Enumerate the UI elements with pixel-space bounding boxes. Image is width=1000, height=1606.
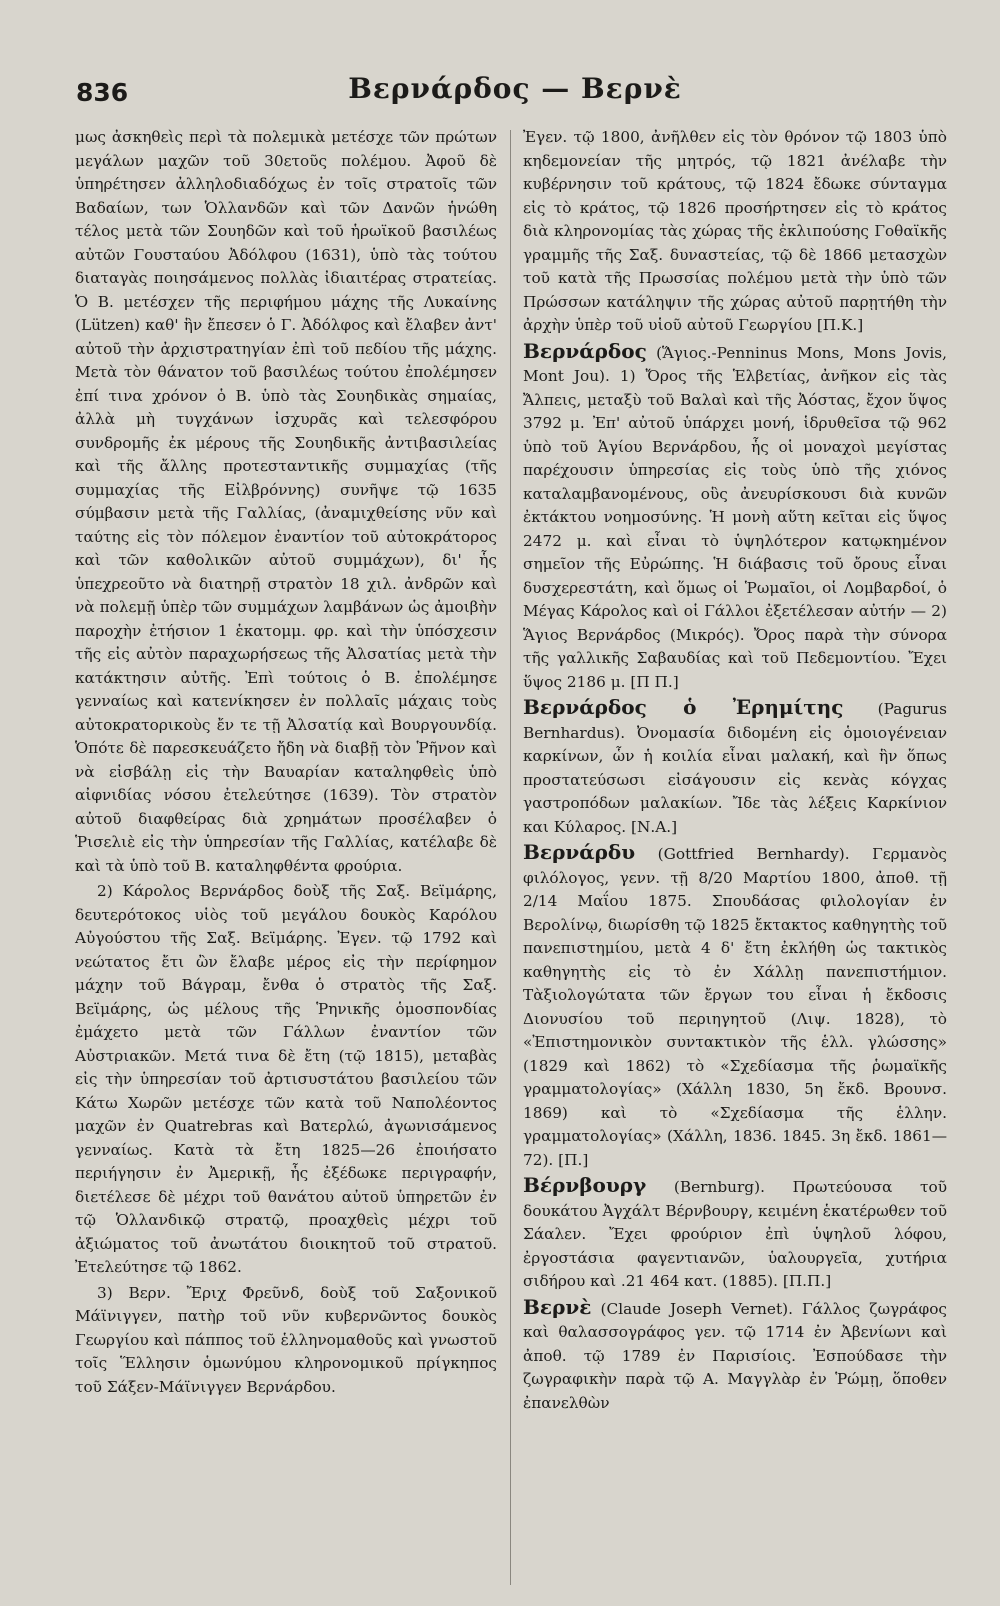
entry-vernet	[523, 1296, 947, 1416]
entry-bernburg	[523, 1174, 947, 1294]
column-divider	[510, 130, 511, 1585]
entry-vernardy	[523, 841, 947, 1172]
entry-vernardos-erimitis	[523, 696, 947, 839]
left-column	[75, 126, 497, 1399]
entry-text: (Claude Joseph Vernet). Γάλλος ζωγράφος καὶ θαλασσογράφος γεν. τῷ 1714 ἐν Ἀβενίωνι καὶ ἀποθ. τῷ 1789 ἐν Παρισίοις. Ἐσπούδασε τὴν ζωγραφικὴν παρὰ τῷ Α. Μαγγλὰρ ἐν Ῥώμῃ, ὅποθεν ἐπανελθὼν	[523, 1299, 947, 1412]
running-head: Βερνάρδος — Βερνὲ	[348, 72, 682, 105]
entry-text: (Gottfried Bernhardy). Γερμανὸς φιλόλογος, γενν. τῇ 8/20 Μαρτίου 1800, ἀποθ. τῇ 2/14 Μαΐου 1875. Σπουδάσας φιλολογίαν ἐν Βερολίνῳ, διωρίσθη τῷ 1825 ἔκτακτος καθηγητὴς τοῦ πανεπιστημίου, μετὰ 4 δ' ἔτη ἐκλήθη ὡς τακτικὸς καθηγητὴς εἰς τὸ ἐν Χάλλῃ πανεπιστήμιον. Τὰξιολογώτατα τῶν ἔργων του εἶναι ἡ ἔκδοσις Διονυσίου τοῦ περιηγητοῦ (Λιψ. 1828), τὸ «Ἐπιστημονικὸν συντακτικὸν τῆς ἑλλ. γλώσσης» (1829 καὶ 1862) τὸ «Σχεδίασμα τῆς ῥωμαϊκῆς γραμματολογίας» (Χάλλη 1830, 5η ἔκδ. Βρουνσ. 1869) καὶ τὸ «Σχεδίασμα τῆς ἑλλην. γραμματολογίας» (Χάλλη, 1836. 1845. 3η ἔκδ. 1861—72). [Π.]	[523, 845, 947, 1169]
headword: Βέρνβουργ	[523, 1173, 647, 1197]
headword: Βερνάρδος ὁ Ἐρημίτης	[523, 695, 844, 719]
entry-text: (Bernburg). Πρωτεύουσα τοῦ δουκάτου Ἀγχάλτ Βέρνβουργ, κειμένη ἑκατέρωθεν τοῦ Σάαλεν. Ἔχει φρούριον ἐπὶ ὑψηλοῦ λόφου, ἐργοστάσια φαγεντιανῶν, ὑαλουργεῖα, χυτήρια σιδήρου καὶ .21 464 κατ. (1885). [Π.Π.]	[523, 1178, 947, 1290]
entry-text: (Ἅγιος.-Penninus Mons, Mons Jovis, Mont Jou). 1) Ὄρος τῆς Ἑλβετίας, ἀνῆκον εἰς τὰς Ἄλπεις, μεταξὺ τοῦ Βαλαὶ καὶ τῆς Ἀόστας, ἔχον ὕψος 3792 μ. Ἐπ' αὐτοῦ ὑπάρχει μονή, ἱδρυθεῖσα τῷ 962 ὑπὸ τοῦ Ἁγίου Βερνάρδου, ἧς οἱ μοναχοὶ μεγίστας παρέχουσιν ὑπηρεσίας εἰς τοὺς ὑπὸ τῆς χιόνος καταλαμβανομένους, οὓς ἀνευρίσκουσι διὰ κυνῶν ἐκτάκτου νοημοσύνης. Ἡ μονὴ αὕτη κεῖται εἰς ὕψος 2472 μ. καὶ εἶναι τὸ ὑψηλότερον κατῳκημένον σημεῖον τῆς Εὐρώπης. Ἡ διάβασις τοῦ ὄρους εἶναι δυσχερεστάτη, καὶ ὅμως οἱ Ῥωμαῖοι, οἱ Λομβαρδοί, ὁ Μέγας Κάρολος καὶ οἱ Γάλλοι ἐξετέλεσαν αὐτήν — 2) Ἅγιος Βερνάρδος (Μικρός). Ὄρος παρὰ τὴν σύνορα τῆς γαλλικῆς Σαβαυδίας καὶ τοῦ Πεδεμοντίου. Ἔχει ὕψος 2186 μ. [Π Π.]	[523, 343, 947, 691]
page-header	[70, 70, 960, 114]
headword: Βερνάρδυ	[523, 840, 636, 864]
article-continuation-right: Ἐγεν. τῷ 1800, ἀνῆλθεν εἰς τὸν θρόνον τῷ 1803 ὑπὸ κηδεμονείαν τῆς μητρός, τῷ 1821 ἀνέλαβε τὴν κυβέρνησιν τοῦ κράτους, τῷ 1824 ἔδωκε σύνταγμα εἰς τὸ κράτος, τῷ 1826 προσήρτησεν εἰς τὸ κράτος διὰ κληρονομίας τὰς χώρας τῆς ἐκλιπούσης Γοθαϊκῆς γραμμῆς τῆς Σαξ. δυναστείας, τῷ δὲ 1866 μετασχὼν τοῦ κατὰ τῆς Πρωσσίας πολέμου μετὰ τὴν ὑπὸ τῶν Πρώσσων κατάληψιν τῆς χώρας αὐτοῦ παρῃτήθη τὴν ἀρχὴν ὑπὲρ τοῦ υἱοῦ αὐτοῦ Γεωργίου [Π.Κ.]	[523, 128, 947, 334]
entry-text: (Pagurus Bernhardus). Ὀνομασία διδομένη εἰς ὁμοιογένειαν καρκίνων, ὧν ἡ κοιλία εἶναι μαλακή, καὶ ἣν ὅπως προστατεύσωσι εἰσάγουσιν εἰς κενὰς κόγχας γαστροπόδων μαλακίων. Ἴδε τὰς λέξεις Καρκίνιον και Κύλαρος. [Ν.Α.]	[523, 700, 947, 836]
headword: Βερνὲ	[523, 1294, 592, 1319]
right-column	[523, 126, 947, 1415]
headword: Βερνάρδος	[523, 338, 647, 363]
article-subentry-3: 3) Βερν. Ἔριχ Φρεῦνδ, δοὺξ τοῦ Σαξονικοῦ Μάϊνιγγεν, πατὴρ τοῦ νῦν κυβερνῶντος δουκὸς Γεωργίου καὶ πάππος τοῦ ἑλληνομαθοῦς καὶ γνωστοῦ τοῖς Ἕλλησιν ὁμωνύμου κληρονομικοῦ πρίγκηπος τοῦ Σάξεν-Μάϊνιγγεν Βερνάρδου.	[75, 1283, 497, 1396]
article-continuation: μως ἀσκηθεὶς περὶ τὰ πολεμικὰ μετέσχε τῶν πρώτων μεγάλων μαχῶν τοῦ 30ετοῦς πολέμου. Ἀφοῦ δὲ ὑπηρέτησεν ἀλληλοδιαδόχως ἐν τοῖς στρατοῖς τῶν Βαδαίων, των Ὁλλανδῶν καὶ τῶν Δανῶν ἡνώθη τέλος μετὰ τῶν Σουηδῶν καὶ τοῦ ἡρωϊκοῦ βασιλέως αὐτῶν Γουσταύου Ἀδόλφου (1631), ὑπὸ τὰς τούτου διαταγὰς ποιησάμενος πολλὰς ἰδιαιτέρας στρατείας. Ὁ Β. μετέσχεν τῆς περιφήμου μάχης τῆς Λυκαίνης (Lützen) καθ' ἣν ἔπεσεν ὁ Γ. Ἀδόλφος καὶ ἔλαβεν ἀντ' αὐτοῦ τὴν ἀρχιστρατηγίαν ἐπὶ τοῦ πεδίου τῆς μάχης. Μετὰ τὸν θάνατον τοῦ βασιλέως τούτου ἐπολέμησεν ἐπί τινα χρόνον ὁ Β. ὑπὸ τὰς Σουηδικὰς σημαίας, ἀλλὰ μὴ τυγχάνων ἰσχυρᾶς καὶ τελεσφόρου συνδρομῆς ἐκ μέρους τῆς Σουηδικῆς ἀντιβασιλείας καὶ τῆς ἄλλης προτεσταντικῆς συμμαχίας (τῆς συμμαχίας τῆς Εἰλβρόννης) συνῆψε τῷ 1635 σύμβασιν μετὰ τῆς Γαλλίας, (ἀναμιχθείσης νῦν καὶ ταύτης εἰς τὸν πόλεμον ἐναντίον τοῦ αὐτοκράτορος καὶ τῶν καθολικῶν αὐτοῦ συμμάχων), δι' ἧς ὑπεχρεοῦτο νὰ διατηρῇ στρατὸν 18 χιλ. ἀνδρῶν καὶ νὰ πολεμῇ ὑπὲρ τῶν συμμάχων λαμβάνων ὡς ἀμοιβὴν παροχὴν ἐτήσιον 1 ἑκατομμ. φρ. καὶ τὴν ὑπόσχεσιν τῆς εἰς αὐτὸν παραχωρήσεως τῆς Ἀλσατίας μετὰ τὴν κατάκτησιν αὐτῆς. Ἐπὶ τούτοις ὁ Β. ἐπολέμησε γενναίως καὶ κατενίκησεν ἐν πολλαῖς μάχαις τοὺς αὐτοκρατορικοὺς ἔν τε τῇ Ἀλσατίᾳ καὶ Βουργουνδίᾳ. Ὁπότε δὲ παρεσκευάζετο ἤδη νὰ διαβῇ τὸν Ῥῆνον καὶ νὰ εἰσβάλῃ εἰς τὴν Βαυαρίαν καταληφθεὶς ὑπὸ αἰφνιδίας νόσου ἐτελεύτησε (1639). Τὸν στρατὸν αὐτοῦ διαφθείρας διὰ χρημάτων προσέλαβεν ὁ Ῥισελιὲ εἰς τὴν ὑπηρεσίαν τῆς Γαλλίας, κατέλαβε δὲ καὶ τὰ ὑπὸ τοῦ Β. καταληφθέντα φρούρια.	[75, 128, 497, 875]
page-number: 836	[76, 78, 129, 107]
article-subentry-2: 2) Κάρολος Βερνάρδος δοὺξ τῆς Σαξ. Βεϊμάρης, δευτερότοκος υἱὸς τοῦ μεγάλου δουκὸς Καρόλου Αὐγούστου τῆς Σαξ. Βεϊμάρης. Ἐγεν. τῷ 1792 καὶ νεώτατος ἔτι ὢν ἔλαβε μέρος εἰς τὴν περίφημον μάχην τοῦ Βάγραμ, ἔνθα ὁ στρατὸς τῆς Σαξ. Βεϊμάρης, ὡς μέλους τῆς Ῥηνικῆς ὁμοσπονδίας ἐμάχετο μετὰ τῶν Γάλλων ἐναντίον τῶν Αὐστριακῶν. Μετά τινα δὲ ἔτη (τῷ 1815), μεταβὰς εἰς τὴν ὑπηρεσίαν τοῦ ἀρτισυστάτου βασιλείου τῶν Κάτω Χωρῶν μετέσχε τῶν κατὰ τοῦ Ναπολέοντος μαχῶν ἐν Quatrebras καὶ Βατερλώ, ἀγωνισάμενος γενναίως. Κατὰ τὰ ἔτη 1825—26 ἐποιήσατο περιήγησιν ἐν Ἀμερικῇ, ἧς ἐξέδωκε περιγραφήν, διετέλεσε δὲ μέχρι τοῦ θανάτου αὐτοῦ ὑπηρετῶν ἐν τῷ Ὁλλανδικῷ στρατῷ, προαχθεὶς μέχρι τοῦ ἀξιώματος τοῦ ἀνωτάτου διοικητοῦ τοῦ στρατοῦ. Ἐτελεύτησε τῷ 1862.	[75, 882, 497, 1276]
entry-vernardos-agios	[523, 340, 947, 695]
